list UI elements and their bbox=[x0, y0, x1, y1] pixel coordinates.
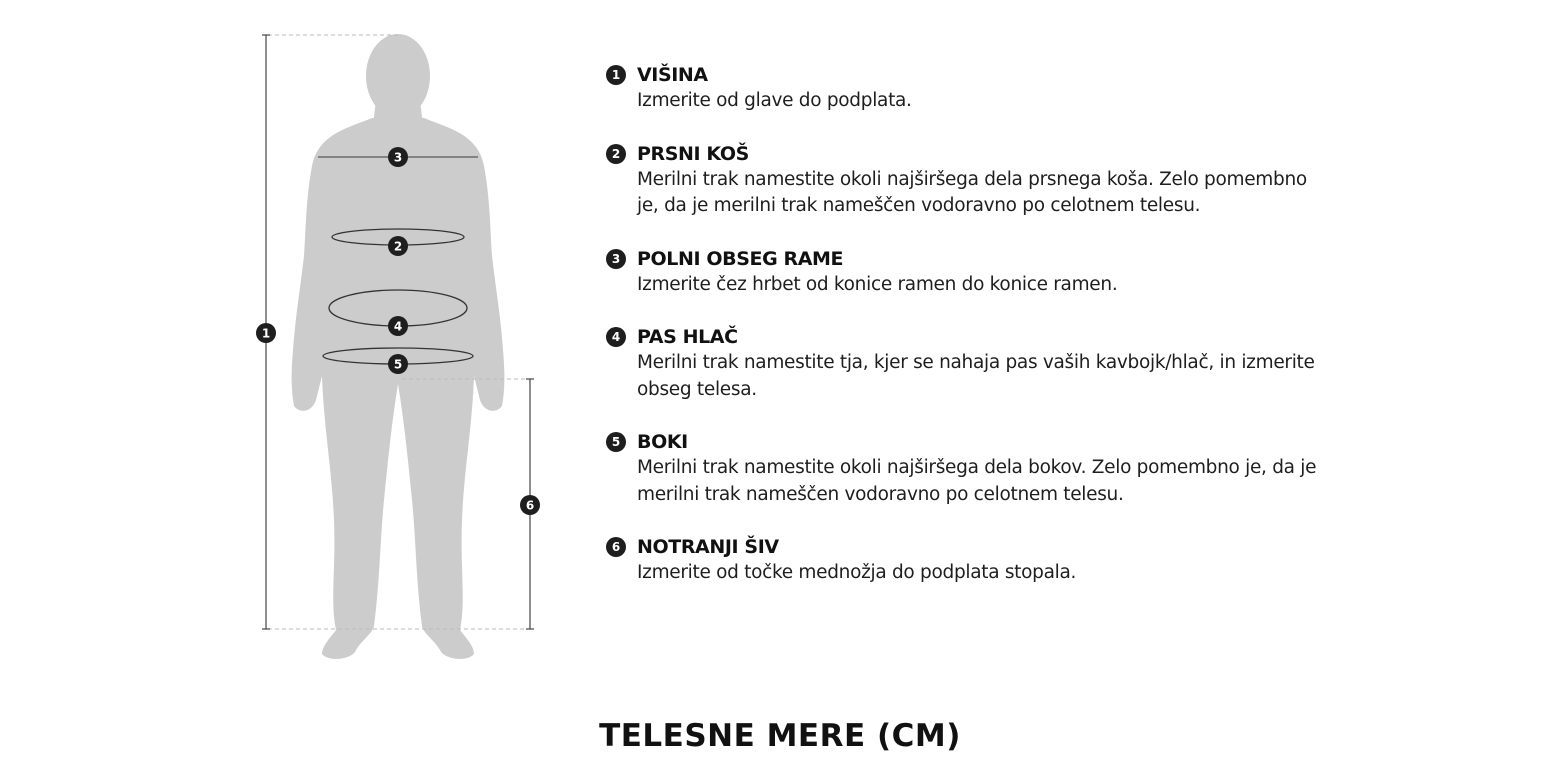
measurement-item-inseam bbox=[606, 534, 1326, 587]
measurement-description: Merilni trak namestite okoli najširšega dela bokov. Zelo pomembno je, da je merilni trak nameščen vodoravno po celotnem telesu. bbox=[637, 457, 1317, 505]
measurement-item-waist bbox=[606, 324, 1326, 403]
measurement-title: PAS HLAČ bbox=[637, 326, 738, 348]
marker-chest bbox=[388, 236, 408, 256]
measurement-item-height bbox=[606, 62, 1326, 115]
number-badge: 5 bbox=[606, 432, 626, 452]
marker-height-label: 1 bbox=[261, 326, 271, 341]
measurement-description: Izmerite od glave do podplata. bbox=[637, 90, 912, 111]
measurement-title: BOKI bbox=[637, 431, 688, 453]
marker-height bbox=[256, 323, 276, 343]
measurement-title: PRSNI KOŠ bbox=[637, 142, 749, 165]
marker-waist-label: 4 bbox=[393, 319, 403, 334]
body-silhouette bbox=[292, 34, 505, 659]
measurement-description: Merilni trak namestite tja, kjer se nahaja pas vaših kavbojk/hlač, in izmerite obseg telesa. bbox=[637, 352, 1315, 400]
marker-chest-label: 2 bbox=[393, 239, 403, 254]
number-badge: 6 bbox=[606, 537, 626, 557]
marker-shoulders bbox=[388, 147, 408, 167]
number-badge: 1 bbox=[606, 65, 626, 85]
number-badge: 2 bbox=[606, 144, 626, 164]
marker-inseam bbox=[520, 495, 540, 515]
marker-hips bbox=[388, 354, 408, 374]
measurement-item-shoulders bbox=[606, 246, 1326, 299]
measurement-list bbox=[606, 62, 1326, 587]
measurement-title: VIŠINA bbox=[637, 64, 708, 86]
measurement-item-hips bbox=[606, 429, 1326, 508]
measurement-description: Izmerite od točke mednožja do podplata stopala. bbox=[637, 562, 1077, 583]
measurement-description: Izmerite čez hrbet od konice ramen do konice ramen. bbox=[637, 273, 1118, 295]
marker-hips-label: 5 bbox=[393, 357, 403, 372]
measurement-description: Merilni trak namestite okoli najširšega dela prsnega koša. Zelo pomembno je, da je merilni trak nameščen vodoravno po celotnem telesu. bbox=[637, 168, 1307, 216]
measurement-item-chest bbox=[606, 141, 1326, 220]
number-badge: 4 bbox=[606, 327, 626, 347]
marker-waist bbox=[388, 316, 408, 336]
footer-title: TELESNE MERE (CM) bbox=[599, 718, 961, 754]
marker-inseam-label: 6 bbox=[525, 498, 535, 513]
marker-shoulders-label: 3 bbox=[393, 150, 403, 165]
measurement-title: POLNI OBSEG RAME bbox=[637, 247, 844, 270]
number-badge: 3 bbox=[606, 249, 626, 269]
measurement-title: NOTRANJI ŠIV bbox=[637, 536, 779, 558]
